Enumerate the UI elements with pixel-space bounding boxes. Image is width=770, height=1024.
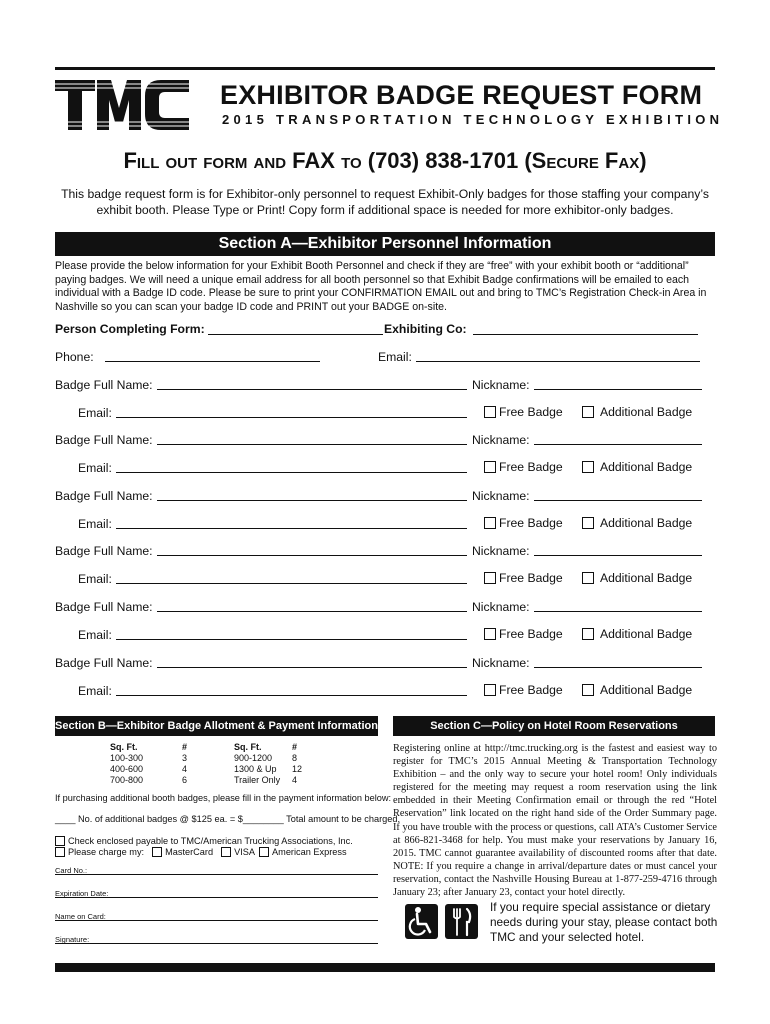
free-badge-checkbox[interactable] [484, 572, 496, 584]
badge-name-field-1[interactable] [157, 389, 467, 390]
expiration-field[interactable] [55, 897, 378, 898]
table-header: Sq. Ft. [110, 742, 138, 752]
visa-label: VISA [234, 847, 256, 857]
badge-name-field-2[interactable] [157, 444, 467, 445]
table-cell: 4 [292, 775, 298, 785]
name-on-card-field[interactable] [55, 920, 378, 921]
table-cell: Trailer Only [234, 775, 281, 785]
free-badge-checkbox[interactable] [484, 461, 496, 473]
badge-email-label: Email: [78, 406, 112, 420]
phone-label: Phone: [55, 350, 94, 364]
mastercard-checkbox[interactable] [152, 847, 162, 857]
table-cell: 1300 & Up [234, 764, 277, 774]
fax-part3: to [334, 148, 368, 173]
badge-name-field-5[interactable] [157, 611, 467, 612]
wheelchair-icon [405, 904, 438, 939]
nickname-label: Nickname: [472, 489, 530, 503]
additional-badge-option-6 [582, 683, 692, 697]
top-rule [55, 67, 715, 70]
badge-email-label: Email: [78, 684, 112, 698]
card-no-field[interactable] [55, 874, 378, 875]
table-header: # [182, 742, 188, 752]
additional-badge-label: Additional Badge [600, 683, 693, 697]
nickname-field-3[interactable] [534, 500, 702, 501]
free-badge-checkbox[interactable] [484, 517, 496, 529]
additional-badge-checkbox[interactable] [582, 461, 594, 473]
phone-field[interactable] [105, 361, 320, 362]
badge-name-label: Badge Full Name: [55, 600, 153, 614]
email-label: Email: [378, 350, 412, 364]
section-a-instructions: Please provide the below information for your Exhibit Booth Personnel and check if they are “free” with your exhibit booth or “additional” paying badges. We will need a unique email address for all booth personnel so that Exhibit Badge confirmations will be emailed to each individual with a Badge ID code. Please be sure to print your CONFIRMATION EMAIL out and bring to TMC’s Registration Check-in Area in Nashville so you can scan your badge ID code and PRINT out your BADGE on-site. [55, 260, 707, 313]
form-title: EXHIBITOR BADGE REQUEST FORM [220, 80, 703, 110]
table-cell: 900-1200 [234, 753, 273, 763]
nickname-label: Nickname: [472, 656, 530, 670]
section-c-header: Section C—Policy on Hotel Room Reservations [393, 716, 715, 736]
free-badge-option-5 [484, 627, 563, 641]
free-badge-option-1 [484, 405, 563, 419]
amex-checkbox[interactable] [259, 847, 269, 857]
badge-email-label: Email: [78, 517, 112, 531]
free-badge-label: Free Badge [499, 405, 563, 419]
check-enclosed-row [55, 836, 353, 846]
expiration-label: Expiration Date: [55, 889, 109, 898]
free-badge-label: Free Badge [499, 460, 563, 474]
card-no-label: Card No.: [55, 866, 88, 875]
table-cell: 100-300 [110, 753, 144, 763]
badge-email-label: Email: [78, 628, 112, 642]
badge-allotment-table [110, 742, 308, 786]
badge-email-field-6[interactable] [116, 695, 467, 696]
table-cell: 700-800 [110, 775, 144, 785]
additional-badge-option-2 [582, 460, 692, 474]
person-completing-field[interactable] [208, 334, 383, 335]
nickname-field-1[interactable] [534, 389, 702, 390]
name-on-card-label: Name on Card: [55, 912, 106, 921]
mastercard-label: MasterCard [165, 847, 214, 857]
additional-badge-checkbox[interactable] [582, 517, 594, 529]
additional-badge-label: Additional Badge [600, 516, 693, 530]
badge-email-field-1[interactable] [116, 417, 467, 418]
form-subtitle: 2015 TRANSPORTATION TECHNOLOGY EXHIBITION [222, 112, 724, 127]
exhibiting-co-field[interactable] [473, 334, 698, 335]
table-cell: 12 [292, 764, 303, 774]
person-completing-label: Person Completing Form: [55, 322, 205, 336]
tmc-logo [55, 78, 190, 132]
free-badge-label: Free Badge [499, 683, 563, 697]
badge-name-field-6[interactable] [157, 667, 467, 668]
additional-badge-label: Additional Badge [600, 460, 693, 474]
table-header: # [292, 742, 298, 752]
nickname-label: Nickname: [472, 433, 530, 447]
additional-badges-note: If purchasing additional booth badges, please fill in the payment information below: [55, 793, 392, 803]
badge-name-label: Badge Full Name: [55, 544, 153, 558]
free-badge-checkbox[interactable] [484, 406, 496, 418]
table-row [110, 753, 308, 764]
intro-text: This badge request form is for Exhibitor-only personnel to request Exhibit-Only badges for those staffing your company’s exhibit booth. Please Type or Print! Copy form if additional space is needed for more exhibitor-only badges. [61, 187, 709, 217]
additional-badge-checkbox[interactable] [582, 572, 594, 584]
amex-label: American Express [272, 847, 347, 857]
badge-name-field-3[interactable] [157, 500, 467, 501]
nickname-label: Nickname: [472, 544, 530, 558]
check-enclosed-label: Check enclosed payable to TMC/American Trucking Associations, Inc. [68, 836, 353, 846]
fax-part2: FAX [292, 148, 335, 173]
nickname-field-6[interactable] [534, 667, 702, 668]
free-badge-label: Free Badge [499, 571, 563, 585]
number-of-badges-line[interactable]: ____ No. of additional badges @ $125 ea. = $________ Total amount to be charged. [55, 814, 401, 824]
fax-instruction [0, 148, 770, 174]
badge-email-label: Email: [78, 461, 112, 475]
nickname-field-4[interactable] [534, 555, 702, 556]
visa-checkbox[interactable] [221, 847, 231, 857]
badge-name-label: Badge Full Name: [55, 489, 153, 503]
special-assistance-text: If you require special assistance or dietary needs during your stay, please contact both TMC and your selected hotel. [490, 900, 718, 944]
free-badge-checkbox[interactable] [484, 628, 496, 640]
email-field[interactable] [416, 361, 700, 362]
additional-badge-checkbox[interactable] [582, 406, 594, 418]
table-cell: 8 [292, 753, 298, 763]
fax-part1: Fill out form and [123, 148, 293, 173]
badge-name-label: Badge Full Name: [55, 656, 153, 670]
badge-email-field-4[interactable] [116, 583, 467, 584]
free-badge-label: Free Badge [499, 627, 563, 641]
nickname-field-5[interactable] [534, 611, 702, 612]
hotel-policy-text: Registering online at http://tmc.trucking.org is the fastest and easiest way to register for TMC’s 2015 Annual Meeting & Transportation Technology Exhibition – and the only way to secure your hotel room! Only individuals registered for the meeting may request a room reservation using the link embedded in their Meeting Confirmation email or through the red “Hotel Reservation” link located on the right hand side of the Order Summary page. If you have trouble with the process or questions, call ATA’s Customer Service at 866-821-3468 for help. You must make your reservations by January 16, 2015. TMC cannot guarantee availability of discounted rooms after that date. NOTE: If you require a change in arrival/departure dates or must cancel your reservation, contact the Nashville Housing Bureau at 1-877-259-4716 through January 23; after January 23, contact your hotel directly. [393, 743, 717, 899]
additional-badge-option-3 [582, 516, 692, 530]
fork-knife-icon [445, 904, 478, 939]
free-badge-option-6 [484, 683, 563, 697]
free-badge-option-2 [484, 460, 563, 474]
please-charge-label: Please charge my: [68, 847, 145, 857]
additional-badge-option-1 [582, 405, 692, 419]
badge-email-field-5[interactable] [116, 639, 467, 640]
badge-name-label: Badge Full Name: [55, 433, 153, 447]
table-row [110, 775, 308, 786]
charge-row [55, 847, 347, 857]
fax-part5: (Secure Fax) [524, 148, 647, 173]
additional-badge-label: Additional Badge [600, 627, 693, 641]
signature-label: Signature: [55, 935, 90, 944]
badge-email-label: Email: [78, 572, 112, 586]
table-cell: 400-600 [110, 764, 144, 774]
badge-email-field-3[interactable] [116, 528, 467, 529]
additional-badge-option-5 [582, 627, 692, 641]
section-a-header: Section A—Exhibitor Personnel Information [55, 232, 715, 256]
exhibiting-co-label: Exhibiting Co: [384, 322, 467, 336]
additional-badge-checkbox[interactable] [582, 684, 594, 696]
additional-badge-label: Additional Badge [600, 405, 693, 419]
additional-badge-label: Additional Badge [600, 571, 693, 585]
free-badge-label: Free Badge [499, 516, 563, 530]
free-badge-option-4 [484, 571, 563, 585]
nickname-label: Nickname: [472, 378, 530, 392]
table-cell: 4 [182, 764, 188, 774]
table-cell: 3 [182, 753, 188, 763]
section-b-header: Section B—Exhibitor Badge Allotment & Payment Information [55, 716, 378, 736]
charge-checkbox[interactable] [55, 847, 65, 857]
nickname-field-2[interactable] [534, 444, 702, 445]
badge-name-label: Badge Full Name: [55, 378, 153, 392]
free-badge-checkbox[interactable] [484, 684, 496, 696]
additional-badge-checkbox[interactable] [582, 628, 594, 640]
signature-field[interactable] [55, 943, 378, 944]
free-badge-option-3 [484, 516, 563, 530]
badge-name-field-4[interactable] [157, 555, 467, 556]
nickname-label: Nickname: [472, 600, 530, 614]
badge-email-field-2[interactable] [116, 472, 467, 473]
additional-badge-option-4 [582, 571, 692, 585]
table-header: Sq. Ft. [234, 742, 262, 752]
check-enclosed-checkbox[interactable] [55, 836, 65, 846]
table-cell: 6 [182, 775, 188, 785]
table-row [110, 764, 308, 775]
fax-number: (703) 838-1701 [367, 148, 525, 173]
bottom-rule [55, 963, 715, 972]
